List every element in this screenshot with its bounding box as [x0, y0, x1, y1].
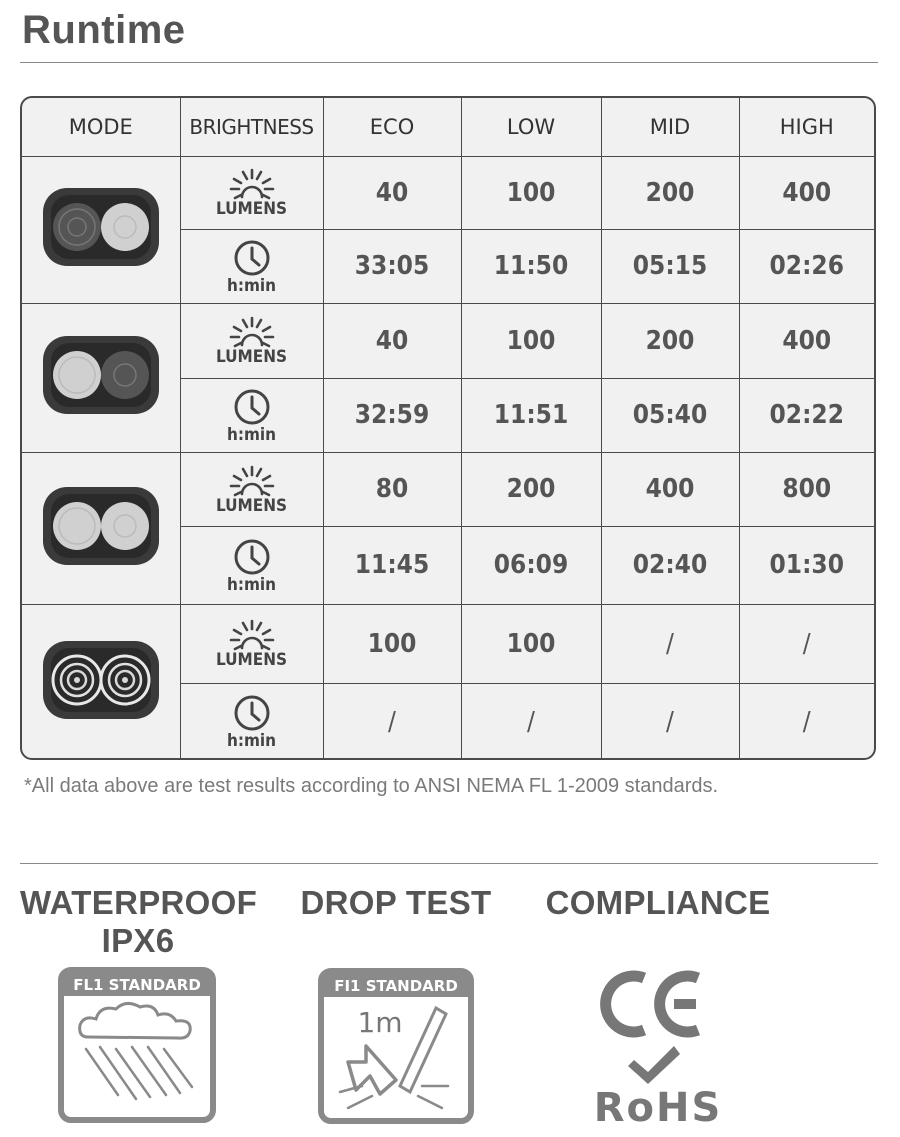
runtime-value: /	[601, 683, 739, 760]
standards-note: *All data above are test results according to ANSI NEMA FL 1-2009 standards.	[24, 775, 719, 797]
time-icon-cell	[180, 526, 323, 604]
page-title: Runtime	[22, 8, 186, 52]
clock-icon	[232, 238, 272, 278]
runtime-value: 32:59	[323, 378, 461, 452]
runtime-value: 02:40	[601, 526, 739, 604]
clock-icon	[232, 693, 272, 733]
mode-cell	[22, 303, 180, 452]
time-label: h:min	[226, 424, 277, 445]
lumens-label: LUMENS	[215, 199, 288, 219]
lumens-value: 200	[601, 156, 739, 229]
table-row	[22, 604, 874, 683]
lumens-value: 80	[323, 452, 461, 526]
section-divider	[20, 863, 878, 864]
header-mode: MODE	[22, 98, 180, 156]
time-label: h:min	[226, 731, 277, 752]
runtime-value: 01:30	[739, 526, 874, 604]
runtime-value: 02:22	[739, 378, 874, 452]
clock-icon	[232, 387, 272, 427]
runtime-value: 05:15	[601, 229, 739, 303]
lumens-icon-cell	[180, 303, 323, 378]
lumens-value: 40	[323, 303, 461, 378]
lumens-value: 400	[739, 303, 874, 378]
table-row	[22, 156, 874, 229]
lumens-value: 100	[323, 604, 461, 683]
header-mid: MID	[601, 98, 739, 156]
lumens-label: LUMENS	[215, 650, 288, 670]
waterproof-title	[20, 884, 256, 960]
time-icon-cell	[180, 229, 323, 303]
lumens-icon-cell	[180, 604, 323, 683]
lumens-value: 100	[461, 156, 601, 229]
table-row	[22, 452, 874, 526]
time-label: h:min	[226, 574, 277, 595]
ce-mark-icon	[606, 976, 698, 1032]
time-icon-cell	[180, 683, 323, 760]
header-eco: ECO	[323, 98, 461, 156]
sun-rays-icon	[226, 618, 278, 652]
drop-test-title: DROP TEST	[300, 884, 492, 921]
waterproof-badge	[58, 967, 216, 1123]
header-brightness: BRIGHTNESS	[180, 98, 323, 156]
lumens-icon-cell	[180, 452, 323, 526]
drop-test-badge	[318, 968, 474, 1124]
drop-standard-label: FI1 STANDARD	[334, 977, 458, 995]
runtime-value: 11:51	[461, 378, 601, 452]
sun-rays-icon	[226, 464, 278, 498]
runtime-value: /	[323, 683, 461, 760]
runtime-value: 05:40	[601, 378, 739, 452]
compliance-marks	[588, 968, 728, 1128]
drop-height-label: 1m	[357, 1006, 403, 1039]
lumens-value: /	[601, 604, 739, 683]
lumens-label: LUMENS	[215, 495, 288, 516]
lumens-value: 40	[323, 156, 461, 229]
lumens-value: 200	[461, 452, 601, 526]
lumens-icon-cell	[180, 156, 323, 229]
lumens-value: 100	[461, 303, 601, 378]
table-header-row	[22, 98, 874, 156]
runtime-value: 11:50	[461, 229, 601, 303]
lumens-value: 400	[601, 452, 739, 526]
mode-cell	[22, 452, 180, 604]
lumens-value: 200	[601, 303, 739, 378]
headlight-both-lenses-icon	[39, 483, 163, 569]
headlight-right-lens-icon	[39, 184, 163, 270]
title-divider	[20, 62, 878, 63]
waterproof-standard-label: FL1 STANDARD	[73, 976, 201, 994]
time-icon-cell	[180, 378, 323, 452]
sun-rays-icon	[226, 315, 278, 349]
headlight-red-rings-icon	[39, 637, 163, 723]
lumens-value: 400	[739, 156, 874, 229]
runtime-value: /	[461, 683, 601, 760]
lumens-value: 100	[461, 604, 601, 683]
sun-rays-icon	[226, 167, 278, 201]
lumens-label: LUMENS	[215, 347, 288, 367]
mode-cell	[22, 156, 180, 303]
runtime-value: 33:05	[323, 229, 461, 303]
clock-icon	[232, 537, 272, 577]
table-row	[22, 303, 874, 378]
lumens-value: 800	[739, 452, 874, 526]
compliance-title: COMPLIANCE	[545, 884, 771, 921]
header-low: LOW	[461, 98, 601, 156]
header-high: HIGH	[739, 98, 874, 156]
runtime-value: 06:09	[461, 526, 601, 604]
rohs-label: RoHS	[593, 1085, 723, 1128]
mode-cell	[22, 604, 180, 760]
runtime-value: /	[739, 683, 874, 760]
checkmark-icon	[628, 1046, 680, 1084]
waterproof-rating: IPX6	[101, 922, 175, 959]
time-label: h:min	[226, 275, 277, 296]
waterproof-title-line1: WATERPROOF	[20, 884, 258, 921]
lumens-value: /	[739, 604, 874, 683]
headlight-left-lens-icon	[39, 332, 163, 418]
runtime-value: 11:45	[323, 526, 461, 604]
runtime-value: 02:26	[739, 229, 874, 303]
runtime-table	[20, 96, 876, 760]
